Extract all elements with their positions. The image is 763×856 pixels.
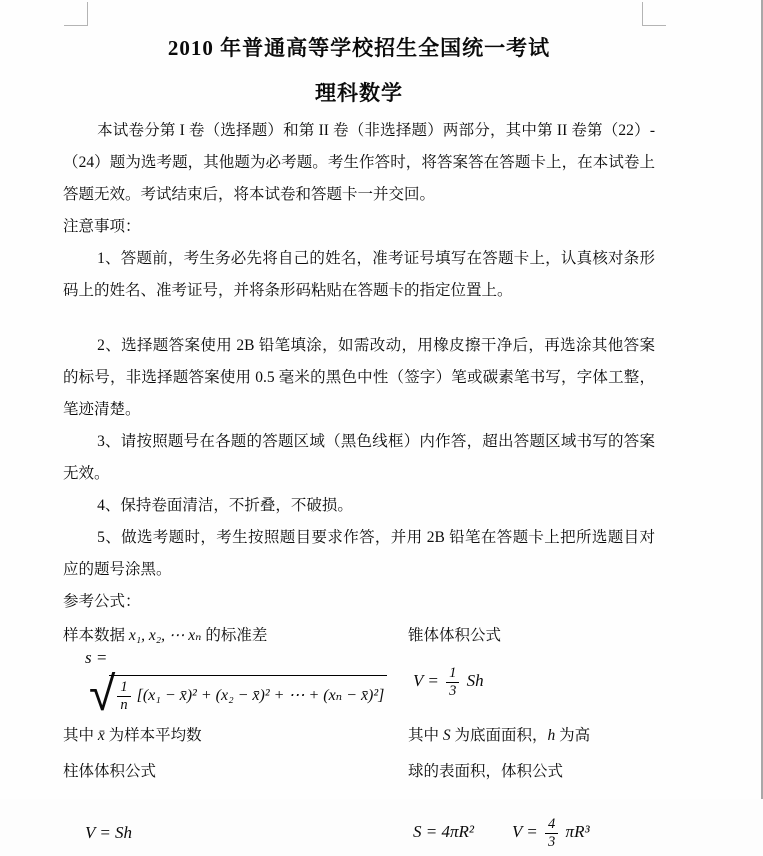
fraction-numerator: 1 [120, 679, 128, 695]
cylinder-volume-label: 柱体体积公式 [63, 763, 157, 780]
exam-title: 2010 年普通高等学校招生全国统一考试 [167, 36, 551, 60]
cone-lhs: V = [413, 670, 439, 690]
crop-mark-top-left [87, 2, 88, 26]
document-content [63, 28, 655, 856]
stddev-expression: [(x₁ − x̄)² + (x₂ − x̄)² + ⋯ + (xₙ − x̄)²] [136, 687, 385, 705]
cone-rhs: Sh [466, 670, 484, 690]
radical [89, 666, 387, 722]
fraction-numerator: 1 [449, 664, 457, 681]
cylinder-formula-text: V = Sh [85, 823, 133, 842]
stddev-label-post: 的标准差 [201, 627, 268, 644]
fraction-denominator: n [117, 696, 130, 714]
notice-item-5: 5、做选考题时，考生按照题目要求作答，并用 2B 铅笔在答题卡上把所选题目对应的题号涂黑。 [63, 529, 655, 578]
crop-mark-top-left [64, 25, 88, 26]
formula-notes-row [63, 724, 655, 748]
notice-item-2: 2、选择题答案使用 2B 铅笔填涂，如需改动，用橡皮擦干净后，再选涂其他答案的标号，非选择题答案使用 0.5 毫米的黑色中性（签字）笔或碳素笔书写，字体工整，笔迹清楚。 [63, 337, 655, 418]
fraction-denominator: 3 [446, 682, 459, 700]
intro-paragraph: 本试卷分第 I 卷（选择题）和第 II 卷（非选择题）两部分，其中第 II 卷第（22）-（24）题为选考题，其他题为必考题。考生作答时，将答案答在答题卡上，在本试卷上答题无效。考试结束后，将本试卷和答题卡一并交回。 [63, 122, 655, 203]
note-part-3: 为高 [555, 727, 591, 744]
fraction-4-over-3 [545, 816, 558, 850]
sphere-volume-rhs: πR³ [565, 821, 590, 841]
crop-mark-top-right [642, 2, 643, 26]
stddev-label-math: x₁, x₂, ⋯ xₙ [128, 627, 202, 644]
sphere-label: 球的表面积，体积公式 [408, 763, 564, 780]
formula-row-2 [63, 810, 655, 856]
stddev-label [63, 624, 408, 648]
height-symbol: h [547, 727, 556, 744]
mean-note-post: 为样本平均数 [104, 727, 202, 744]
note-part-2: 为底面面积， [450, 727, 548, 744]
cylinder-volume-formula [63, 821, 408, 845]
base-height-note [408, 724, 655, 748]
fraction-numerator: 4 [548, 815, 556, 832]
stddev-lhs: s = [85, 648, 108, 667]
formula-heading: 参考公式： [63, 593, 141, 610]
radical-sign: √ [89, 666, 116, 722]
mean-note [63, 724, 408, 748]
formula-row-1 [63, 648, 655, 722]
cone-volume-label: 锥体体积公式 [408, 627, 502, 644]
formula-labels-row-1 [63, 624, 655, 648]
sphere-area-formula: S = 4πR² [413, 821, 474, 841]
notice-item-1: 1、答题前，考生务必先将自己的姓名，准考证号填写在答题卡上，认真核对条形码上的姓名、准考证号，并将条形码粘贴在答题卡的指定位置上。 [63, 250, 655, 299]
sphere-volume-lhs: V = [511, 821, 538, 841]
note-part-1: 其中 [408, 727, 443, 744]
formula-labels-row-2 [63, 760, 655, 784]
notice-item-4: 4、保持卷面清洁，不折叠，不破损。 [97, 497, 353, 514]
fraction-denominator: 3 [545, 833, 558, 851]
fraction-1-over-n [117, 679, 130, 713]
sphere-formulas [408, 816, 655, 850]
notice-heading: 注意事项： [63, 218, 141, 235]
mean-note-math: x̄ [97, 727, 105, 744]
stddev-formula [63, 646, 408, 722]
stddev-label-pre: 样本数据 [63, 627, 129, 644]
crop-mark-top-right [642, 25, 666, 26]
notice-item-3: 3、请按照题号在各题的答题区域（黑色线框）内作答，超出答题区域书写的答案无效。 [63, 433, 655, 482]
fraction-1-over-3 [446, 665, 459, 699]
exam-subtitle: 理科数学 [315, 81, 403, 105]
radical-body [109, 675, 387, 713]
cone-volume-formula [408, 665, 655, 699]
surface-area-symbol: S [442, 727, 451, 744]
mean-note-pre: 其中 [63, 727, 98, 744]
